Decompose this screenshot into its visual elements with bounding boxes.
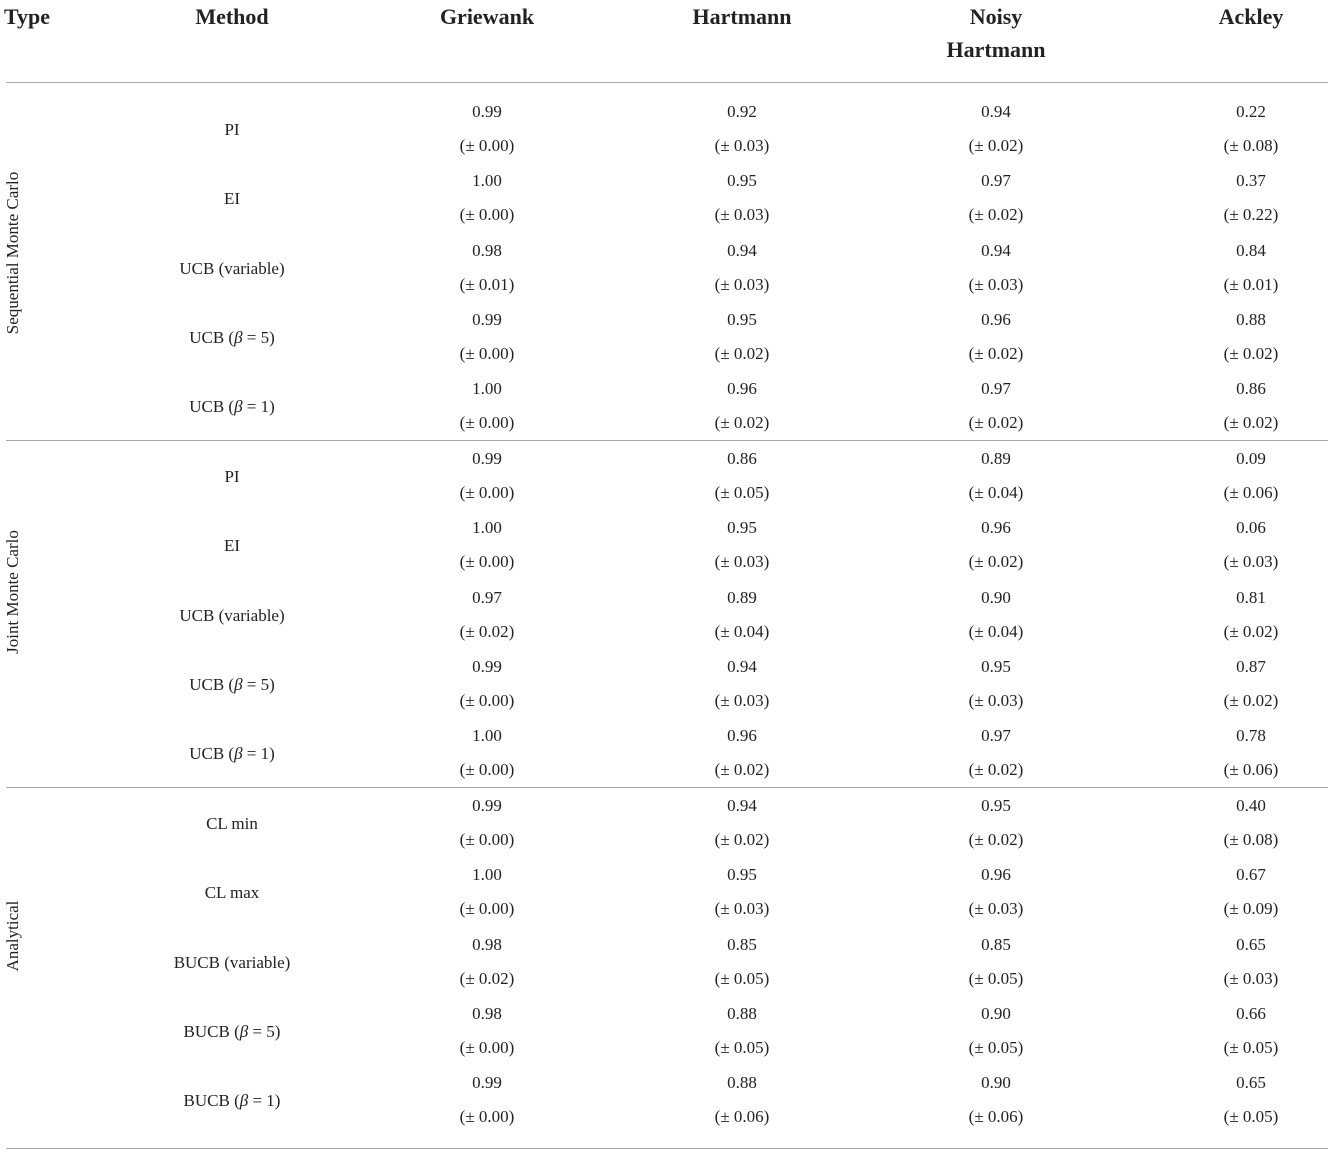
mean-value: 0.94 [981,102,1011,121]
method-cell: UCB (β = 5) [189,327,275,347]
method-cell: EI [223,536,241,556]
sd-value: (± 0.00) [459,413,515,433]
sd-value: (± 0.05) [714,483,770,502]
sd-value: (± 0.03) [714,136,770,155]
mean-value: 0.99 [472,102,502,121]
mean-value: 0.96 [981,865,1011,885]
sd-value: (± 0.04) [968,483,1024,502]
header-type: Type [4,4,51,29]
mean-value: 0.67 [1236,865,1266,885]
group-label: Joint Monte Carlo [3,530,22,654]
sd-value: (± 0.00) [459,483,515,502]
header-rule [6,82,1328,83]
mean-value: 0.88 [1236,309,1266,329]
sd-value: (± 0.06) [1223,760,1279,780]
method-cell: EI [223,189,241,209]
sd-value: (± 0.02) [459,621,515,641]
mean-value: 0.81 [1236,587,1266,607]
sd-value: (± 0.02) [1223,690,1279,710]
mean-value: 1.00 [472,518,502,538]
sd-value: (± 0.00) [459,1037,515,1057]
method-cell: BUCB (β = 1) [183,1091,281,1111]
sd-value: (± 0.02) [968,830,1024,849]
sd-value: (± 0.05) [714,1037,770,1057]
mean-value: 0.98 [472,1003,502,1023]
mean-value: 0.89 [727,587,757,607]
mean-value: 0.78 [1236,726,1266,746]
method-cell: PI [224,467,240,486]
sd-value: (± 0.00) [459,205,515,225]
sd-value: (± 0.03) [968,690,1024,710]
mean-value: 0.95 [981,796,1011,815]
header-griewank: Griewank [439,4,535,29]
sd-value: (± 0.02) [968,205,1024,225]
sd-value: (± 0.03) [714,690,770,710]
mean-value: 0.97 [472,587,502,607]
method-cell: PI [224,120,240,139]
sd-value: (± 0.00) [459,830,515,849]
sd-value: (± 0.02) [459,968,515,988]
sd-value: (± 0.08) [1223,136,1279,155]
sd-value: (± 0.02) [968,136,1024,155]
sd-value: (± 0.04) [714,621,770,641]
sd-value: (± 0.05) [968,968,1024,988]
method-cell: UCB (β = 1) [189,744,275,764]
mean-value: 0.97 [981,171,1011,191]
method-cell: CL min [206,814,258,833]
mean-value: 0.98 [472,934,502,954]
method-cell: BUCB (β = 5) [183,1021,281,1041]
sd-value: (± 0.03) [714,899,770,919]
sd-value: (± 0.03) [968,274,1024,294]
sd-value: (± 0.02) [968,552,1024,572]
mean-value: 0.95 [727,171,757,191]
mean-value: 0.98 [472,240,502,260]
mean-value: 1.00 [472,865,502,885]
sd-value: (± 0.00) [459,552,515,572]
mean-value: 0.86 [1236,379,1266,399]
mean-value: 0.65 [1236,1073,1266,1093]
sd-value: (± 0.02) [1223,343,1279,363]
group-label: Analytical [3,900,22,972]
sd-value: (± 0.08) [1223,830,1279,849]
mean-value: 0.97 [981,379,1011,399]
mean-value: 0.66 [1236,1003,1266,1023]
sd-value: (± 0.04) [968,621,1024,641]
sd-value: (± 0.02) [714,343,770,363]
mean-value: 0.88 [727,1073,757,1093]
mean-value: 1.00 [472,379,502,399]
mean-value: 0.90 [981,587,1011,607]
mean-value: 0.97 [981,726,1011,746]
sd-value: (± 0.06) [968,1107,1024,1127]
mean-value: 0.99 [472,656,502,676]
sd-value: (± 0.02) [714,760,770,780]
mean-value: 0.89 [981,449,1011,468]
mean-value: 0.95 [727,518,757,538]
sd-value: (± 0.02) [968,760,1024,780]
mean-value: 0.85 [727,934,757,954]
mean-value: 0.99 [472,309,502,329]
group-divider [6,440,1328,441]
mean-value: 0.96 [981,309,1011,329]
header-hartmann: Hartmann [692,4,792,29]
mean-value: 0.37 [1236,171,1266,191]
mean-value: 0.87 [1236,656,1266,676]
group-divider [6,787,1328,788]
sd-value: (± 0.03) [1223,968,1279,988]
mean-value: 0.06 [1236,518,1266,538]
sd-value: (± 0.02) [1223,621,1279,641]
header-ackley: Ackley [1218,4,1284,29]
mean-value: 0.85 [981,934,1011,954]
mean-value: 0.94 [727,240,757,260]
sd-value: (± 0.00) [459,136,515,155]
mean-value: 0.95 [727,309,757,329]
sd-value: (± 0.01) [459,274,515,294]
sd-value: (± 0.05) [714,968,770,988]
sd-value: (± 0.06) [1223,483,1279,502]
mean-value: 0.95 [727,865,757,885]
group-label: Sequential Monte Carlo [3,171,22,335]
sd-value: (± 0.03) [714,274,770,294]
sd-value: (± 0.05) [1223,1037,1279,1057]
mean-value: 1.00 [472,171,502,191]
sd-value: (± 0.00) [459,760,515,780]
sd-value: (± 0.02) [714,830,770,849]
mean-value: 0.99 [472,796,502,815]
mean-value: 0.90 [981,1073,1011,1093]
sd-value: (± 0.22) [1223,205,1279,225]
mean-value: 0.96 [727,379,757,399]
sd-value: (± 0.06) [714,1107,770,1127]
sd-value: (± 0.00) [459,343,515,363]
mean-value: 0.94 [727,656,757,676]
mean-value: 0.96 [727,726,757,746]
mean-value: 0.94 [727,796,757,815]
mean-value: 0.40 [1236,796,1266,815]
sd-value: (± 0.02) [714,413,770,433]
mean-value: 0.96 [981,518,1011,538]
sd-value: (± 0.00) [459,899,515,919]
sd-value: (± 0.03) [1223,552,1279,572]
mean-value: 0.84 [1236,240,1266,260]
method-cell: CL max [204,883,260,903]
sd-value: (± 0.02) [968,413,1024,433]
mean-value: 0.95 [981,656,1011,676]
sd-value: (± 0.05) [1223,1107,1279,1127]
header-noisy-hartmann: Noisy Hartmann [946,4,1046,62]
mean-value: 0.90 [981,1003,1011,1023]
mean-value: 0.09 [1236,449,1266,468]
mean-value: 0.99 [472,1073,502,1093]
sd-value: (± 0.00) [459,690,515,710]
mean-value: 0.92 [727,102,757,121]
mean-value: 0.22 [1236,102,1266,121]
mean-value: 0.94 [981,240,1011,260]
mean-value: 0.88 [727,1003,757,1023]
sd-value: (± 0.00) [459,1107,515,1127]
sd-value: (± 0.03) [714,552,770,572]
header-method: Method [195,4,269,29]
sd-value: (± 0.03) [968,899,1024,919]
sd-value: (± 0.03) [714,205,770,225]
mean-value: 0.99 [472,449,502,468]
method-cell: UCB (variable) [179,258,285,278]
mean-value: 0.86 [727,449,757,468]
sd-value: (± 0.05) [968,1037,1024,1057]
method-cell: BUCB (variable) [173,952,291,972]
sd-value: (± 0.01) [1223,274,1279,294]
sd-value: (± 0.02) [968,343,1024,363]
method-cell: UCB (β = 5) [189,674,275,694]
mean-value: 0.65 [1236,934,1266,954]
sd-value: (± 0.09) [1223,899,1279,919]
bottom-rule [6,1148,1328,1149]
sd-value: (± 0.02) [1223,413,1279,433]
mean-value: 1.00 [472,726,502,746]
method-cell: UCB (variable) [179,605,285,625]
method-cell: UCB (β = 1) [189,397,275,417]
